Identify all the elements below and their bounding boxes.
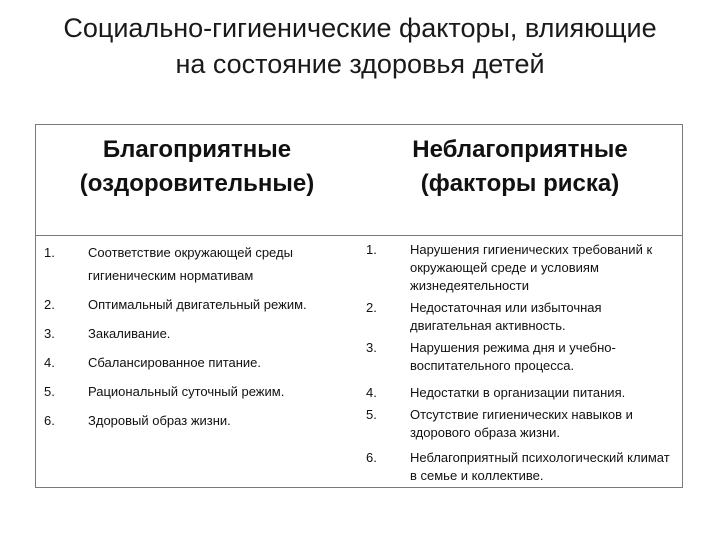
list-item-text: Здоровый образ жизни. xyxy=(88,413,231,428)
list-item-text: Отсутствие гигиенических навыков и здорового образа жизни. xyxy=(410,407,633,440)
list-item-number: 5. xyxy=(44,384,55,399)
list-item xyxy=(358,241,682,295)
unfavorable-heading xyxy=(358,125,682,235)
list-item-text: Соответствие окружающей среды гигиеническим нормативам xyxy=(88,245,293,283)
title-line-1: Социально-гигиенические факторы, влияющие xyxy=(63,13,657,43)
list-item-text: Нарушения режима дня и учебно-воспитательного процесса. xyxy=(410,340,616,373)
list-item-number: 2. xyxy=(366,300,377,315)
list-item-number: 3. xyxy=(44,326,55,341)
list-item xyxy=(36,322,358,345)
list-item xyxy=(36,351,358,374)
list-item-text: Недостатки в организации питания. xyxy=(410,385,626,400)
list-item-number: 5. xyxy=(366,407,377,422)
list-item xyxy=(358,449,682,485)
unfavorable-column xyxy=(358,125,682,487)
favorable-column xyxy=(36,125,358,487)
unfavorable-heading-line-1: Неблагоприятные xyxy=(412,136,628,163)
list-item-number: 1. xyxy=(44,245,55,260)
list-item-number: 2. xyxy=(44,297,55,312)
list-item xyxy=(36,293,358,316)
list-item-number: 6. xyxy=(44,413,55,428)
list-item xyxy=(358,406,682,442)
title-line-2: на состояние здоровья детей xyxy=(175,49,545,79)
list-item-text: Сбалансированное питание. xyxy=(88,355,262,370)
list-item xyxy=(358,384,682,402)
list-item xyxy=(36,241,358,287)
page-title xyxy=(0,10,720,82)
unfavorable-list xyxy=(358,241,682,492)
list-item-number: 4. xyxy=(366,385,377,400)
list-item-text: Неблагоприятный психологический климат в семье и коллективе. xyxy=(410,450,670,483)
list-item xyxy=(36,380,358,403)
list-item xyxy=(358,299,682,335)
favorable-heading-line-1: Благоприятные xyxy=(102,136,292,163)
list-item-text: Недостаточная или избыточная двигательная активность. xyxy=(410,300,602,333)
factors-table xyxy=(35,124,683,488)
list-item xyxy=(36,409,358,432)
favorable-heading-line-2: (оздоровительные) xyxy=(79,170,315,197)
list-item-text: Рациональный суточный режим. xyxy=(88,384,285,399)
favorable-list xyxy=(36,241,358,438)
unfavorable-heading-line-2: (факторы риска) xyxy=(420,170,620,197)
list-item-number: 3. xyxy=(366,340,377,355)
header-row-divider xyxy=(36,235,682,236)
list-item-text: Оптимальный двигательный режим. xyxy=(88,297,307,312)
list-item-text: Закаливание. xyxy=(88,326,171,341)
favorable-heading xyxy=(36,125,358,235)
list-item xyxy=(358,339,682,375)
list-item-text: Нарушения гигиенических требований к окружающей среде и условиям жизнедеятельности xyxy=(410,242,653,293)
list-item-number: 4. xyxy=(44,355,55,370)
list-item-number: 1. xyxy=(366,242,377,257)
list-item-number: 6. xyxy=(366,450,377,465)
